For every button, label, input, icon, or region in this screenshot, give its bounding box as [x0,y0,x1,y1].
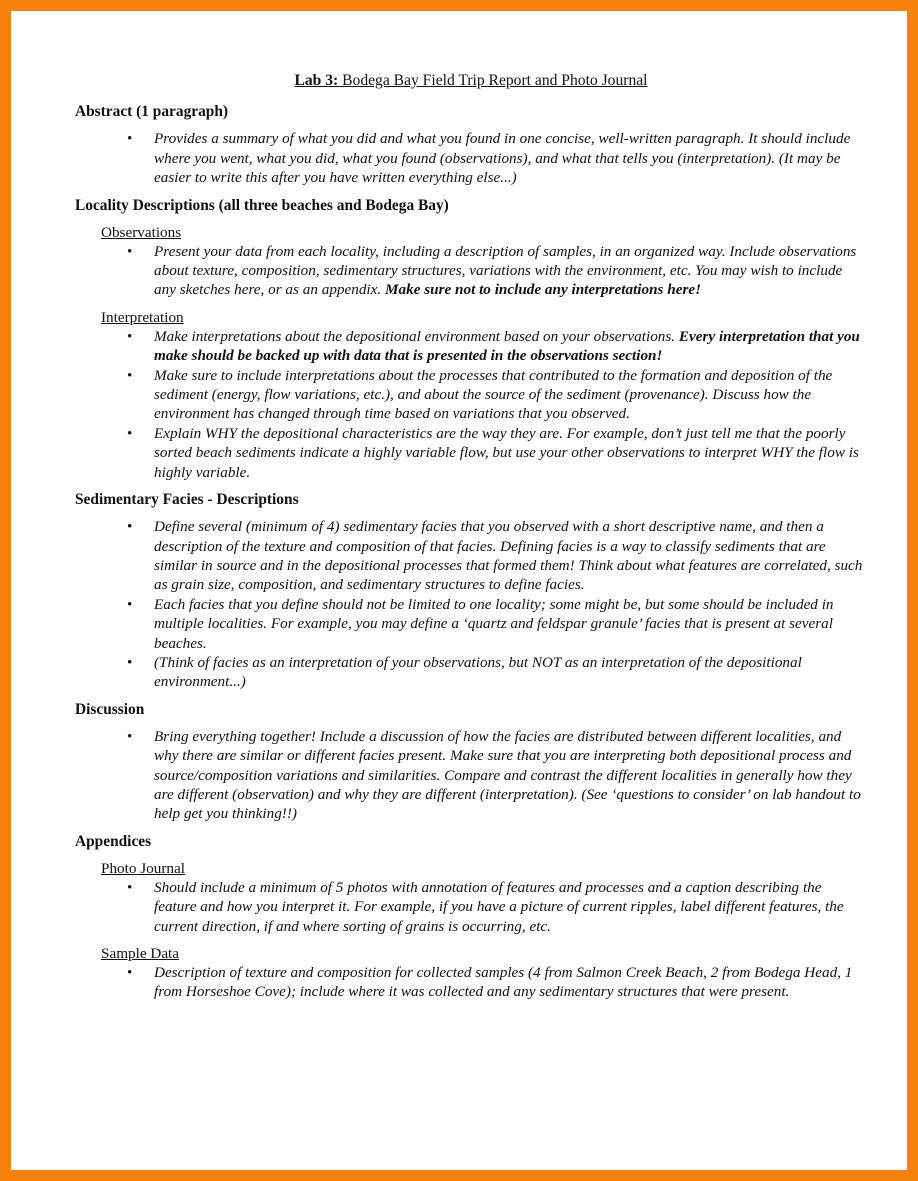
title-text: Bodega Bay Field Trip Report and Photo Journal [338,72,648,89]
list-item [75,424,867,482]
list-item-text: (Think of facies as an interpretation of your observations, but NOT as an interpretation of the depositional environment...) [154,653,802,691]
facies-section [75,490,867,692]
appendices-heading: Appendices [75,832,152,850]
list-item [75,327,867,366]
bullet-icon: • [127,727,133,745]
list-item-text: Make sure to include interpretations about the processes that contributed to the formation and deposition of the sediment (energy, flow variations, etc.), and about the source of the sediment (provenance). Discuss how the environment has changed through time based on variations that you observed. [154,366,833,423]
list-item-emphasis: Make sure not to include any interpretations here! [385,281,702,299]
list-item [75,963,867,1002]
bullet-icon: • [127,130,133,148]
list-item-text: Should include a minimum of 5 photos with annotation of features and processes and a caption describing the feature and how you interpret it. For example, if you have a picture of current ripples, label different features, the current direction, if and where sorting of grains is occurring, etc. [154,878,844,935]
page-title [75,71,867,90]
sample-data-subheading: Sample Data [101,945,180,962]
locality-heading: Locality Descriptions (all three beaches and Bodega Bay) [75,196,449,214]
list-item [75,653,867,692]
list-item-text: Present your data from each locality, including a description of samples, in an organized way. Include observations about texture, composition, sedimentary structures, variations with the environment, etc. You may wish to include any sketches here, or as an appendix. [154,242,857,299]
observations-subheading: Observations [101,223,182,241]
bullet-icon: • [127,327,133,345]
interpretation-list [75,327,867,482]
abstract-list [75,129,867,187]
list-item-text: Provides a summary of what you did and what you found in one concise, well-written paragraph. It should include where you went, what you did, what you found (observations), and what that tells you (interpretation). (It may be easier to write this after you have written everything else...) [154,130,851,187]
bullet-icon: • [127,878,133,896]
bullet-icon: • [127,964,133,981]
photo-journal-subheading: Photo Journal [101,859,185,877]
list-item-text: Description of texture and composition for collected samples (4 from Salmon Creek Beach, 2 from Bodega Head, 1 from Horseshoe Cove); include where it was collected and any sedimentary structures that were present. [154,964,853,1001]
list-item [75,595,867,653]
interpretation-subheading: Interpretation [101,308,184,326]
list-item-text: Each facies that you define should not be limited to one locality; some might be, but some should be included in multiple localities. For example, you may define a ‘quartz and feldspar granule’ facies that is present at several beaches. [154,595,834,652]
locality-section [75,196,867,482]
abstract-section [75,102,867,187]
list-item [75,727,867,824]
observations-list [75,242,867,300]
discussion-heading: Discussion [75,700,145,718]
list-item [75,517,867,595]
photo-journal-list [75,878,867,936]
title-lab-number: Lab 3: [294,72,339,89]
bullet-icon: • [127,366,133,384]
list-item-text: Make interpretations about the depositional environment based on your observations. [154,327,679,345]
discussion-list [75,727,867,824]
facies-heading: Sedimentary Facies - Descriptions [75,491,299,509]
document-page [11,11,907,1170]
discussion-section [75,700,867,824]
list-item [75,129,867,187]
list-item-text: Bring everything together! Include a discussion of how the facies are distributed between different localities, and why there are similar or different facies present. Make sure that you are interpreting both depositional process and source/composition variations and similarities. Compare and contrast the different localities in generally how they are different (observation) and why they are different (interpretation). (See ‘questions to consider’ on lab handout to help get you thinking!!) [154,727,861,823]
facies-list [75,517,867,692]
bullet-icon: • [127,653,133,671]
list-item-text: Define several (minimum of 4) sedimentary facies that you observed with a short descriptive name, and then a description of the texture and composition of that facies. Defining facies is a way to classify sediments that are similar in source and in the depositional processes that formed them! Think about what features are correlated, such as grain size, composition, and sedimentary structures to define facies. [154,518,863,594]
bullet-icon: • [127,595,133,613]
list-item [75,366,867,424]
bullet-icon: • [127,242,133,260]
list-item [75,878,867,936]
appendices-section [75,832,867,1002]
list-item [75,242,867,300]
bullet-icon: • [127,424,133,442]
sample-data-list [75,963,867,1002]
list-item-text: Explain WHY the depositional characteristics are the way they are. For example, don’t just tell me that the poorly sorted beach sediments indicate a highly variable flow, but use your other observations to interpret WHY the flow is highly variable. [154,424,859,481]
list-item-emphasis: Every interpretation that you make should be backed up with data that is presented in the observations section! [154,327,860,365]
abstract-heading: Abstract (1 paragraph) [75,103,229,121]
bullet-icon: • [127,518,133,536]
